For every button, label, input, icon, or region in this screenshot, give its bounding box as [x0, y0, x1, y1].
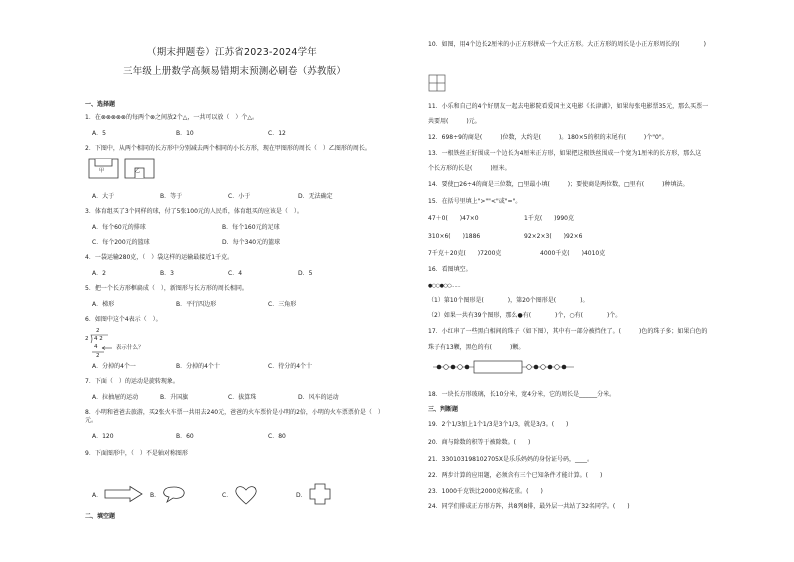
- q16-part1: （1）第10个图形是( )，第20个图形是( )。: [428, 297, 589, 304]
- q15-row2-right: 92×2×3( )92×6: [524, 233, 583, 240]
- q6-div-divisor: 2: [85, 336, 89, 342]
- q16-sequence: ●○○●○○……: [428, 283, 461, 289]
- q23-text: 23．1000千克铁比2000克棉花重。( ): [428, 488, 543, 495]
- q9-text: 9．下面图形中，（ ）不是轴对称图形: [85, 450, 188, 457]
- q2-opt-a: A．大于: [92, 193, 115, 200]
- q5-opt-b: B．平行四边形: [176, 301, 217, 308]
- q6-div-remainder: 2: [96, 353, 100, 359]
- q9-opt-c: C．: [222, 492, 233, 499]
- q3-opt-a: A．每个60元的排球: [92, 224, 146, 231]
- q19-text: 19．2个1/3加上1个1/3是3个1/3，就是3/3。( ): [428, 421, 569, 428]
- q2-opt-b: B．等于: [160, 193, 183, 200]
- q15-row1-right: 1千克( )990克: [524, 215, 574, 222]
- q17-text-b: 珠子有13颗，黑色的有( )颗。: [428, 344, 525, 351]
- q8-opt-a: A．120: [92, 433, 114, 440]
- q15-row1-left: 47＋0( )47×0: [428, 215, 479, 222]
- q11-text-b: 共要用( )元。: [428, 118, 481, 125]
- q2-text: 2．下图中，从两个相同的长方形中分别减去两个相同的小长方形，现在甲图形的周长（ ）乙图形的周长。: [85, 145, 371, 152]
- q9-opt-a: A．: [92, 492, 103, 499]
- q6-opt-a: A．分掉的4个一: [92, 363, 136, 370]
- q1-opt-a: A．5: [92, 130, 106, 137]
- q13-text-a: 13．一根铁丝正好围成一个边长为4厘米正方形，如果把这根铁丝围成一个宽为1厘米的长方形，那么这: [428, 150, 702, 157]
- q6-div-quotient: 2: [96, 328, 100, 334]
- q15-row2-left: 310×6( )1886: [428, 233, 481, 240]
- q7-text: 7．下面（ ）的运动是旋转现象。: [85, 378, 179, 385]
- q9-heart-icon: [234, 484, 258, 506]
- q6-div-sub: 4: [94, 344, 98, 350]
- q20-text: 20．商与除数的积等于被除数。( ): [428, 439, 531, 446]
- section-choice: 一、选择题: [85, 101, 116, 108]
- q4-text: 4．一袋运输280克，（ ）袋这样的运输最接近1千克。: [85, 254, 234, 261]
- doc-title-line2: 三年级上册数学高频易错期末预测必刷卷（苏教版）: [123, 66, 347, 77]
- q6-opt-c: C．待分的4个十: [268, 363, 313, 370]
- q4-opt-c: C．4: [228, 270, 243, 277]
- q12-text: 12．698÷9的商是( )位数，大约是( )。180×5的积的末尾有( )个"0"。: [428, 134, 668, 141]
- q8-opt-c: C．80: [268, 433, 286, 440]
- q3-text: 3．体育组买了3个同样的球，付了5张100元的人民币，体育组买的应该是（ ）。: [85, 208, 303, 215]
- q10-text: 10．如图，用4个边长2厘米的小正方形拼成一个大正方形。大正方形的周长是小正方形周长的( ): [428, 41, 706, 48]
- q8-opt-b: B．60: [176, 433, 194, 440]
- q8-text: 8．小明和爸爸去旅游，买2张火车票一共用去240元，爸爸的火车票价是小明的2倍，小明的火车票票价是（ ）元。: [85, 409, 384, 424]
- q22-text: 22．两步计算的应用题，必须含有三个已知条件才能计算。( ): [428, 472, 603, 479]
- q1-text: 1．在⊗⊗⊗⊗⊗的每两个⊗之间放2个△，一共可以放（ ）个△。: [85, 114, 259, 121]
- q4-opt-d: D．5: [298, 270, 313, 277]
- q15-text: 15．在括号里填上">""<"或"="。: [428, 198, 522, 205]
- q18-text: 18．一块长方形玻璃，长10分米，宽4分米，它的周长是______分米。: [428, 391, 616, 398]
- q9-opt-d: D．: [296, 492, 307, 499]
- q2-label-yi: 乙: [135, 168, 141, 174]
- q7-opt-a: A．拉抽屉的运动: [92, 394, 139, 401]
- q16-text: 16．看图填空。: [428, 266, 472, 273]
- q9-speech-bubble-icon: [162, 485, 186, 503]
- q2-opt-d: D．无法确定: [298, 193, 333, 200]
- q6-opt-b: B．分掉的4个十: [176, 363, 220, 370]
- q9-cross-shape-icon: [308, 482, 332, 506]
- q6-div-dividend: 4 2: [94, 336, 103, 342]
- q14-text: 14．要使□26÷4的商是三位数，□里最小填( )；要使商是两位数，□里有( )种填法。: [428, 181, 689, 188]
- q7-opt-d: D．风车的运动: [298, 394, 339, 401]
- q7-opt-b: B．升国旗: [160, 394, 189, 401]
- q5-text: 5．把一个长方形框扁成（ ），新图形与长方形的周长相同。: [85, 285, 248, 292]
- q7-opt-c: C．拔算珠: [228, 394, 257, 401]
- q13-text-b: 个长方形的长是( )厘米。: [428, 165, 511, 172]
- q24-text: 24．同学们排成正方形方阵，共8列8排，最外层一共站了32名同学。( ): [428, 503, 630, 510]
- q6-arrow-icon: [100, 346, 114, 350]
- q2-opt-c: C．小于: [228, 193, 251, 200]
- q1-opt-b: B．10: [176, 130, 194, 137]
- q4-opt-b: B．3: [160, 270, 174, 277]
- q5-opt-c: C．三角形: [268, 301, 297, 308]
- q16-part2: （2）如果一共有39个图形，那么●有( )个，○有( )个。: [428, 312, 622, 319]
- q10-grid-figure: [428, 74, 448, 94]
- q9-opt-b: B．: [150, 492, 161, 499]
- q4-opt-a: A．2: [92, 270, 106, 277]
- doc-title-line1: （期末押题卷）江苏省2023-2024学年: [147, 47, 317, 58]
- q3-opt-d: D．每个340元的篮球: [222, 239, 281, 246]
- q15-row3-left: 7千克＋20克( )7200克: [428, 250, 502, 257]
- q6-hint: 表示什么？: [116, 345, 144, 351]
- q21-text: 21．330103198102705X是乐乐妈妈的身份证号码，____。: [428, 456, 594, 463]
- q17-bead-string-figure: [432, 360, 576, 374]
- q1-opt-c: C．12: [268, 130, 286, 137]
- q3-opt-c: C．每个200元的篮球: [92, 239, 150, 246]
- q2-label-jia: 甲: [99, 168, 105, 174]
- section-fill: 二、填空题: [85, 513, 116, 520]
- q17-text-a: 17．小红串了一些黑白相间的珠子（如下图），其中有一部分被挡住了。( )色的珠子多；如果白色的: [428, 328, 708, 335]
- q5-opt-a: A．梯形: [92, 301, 115, 308]
- q11-text-a: 11．小乐和自己的4个好朋友一起去电影院看爱国主义电影《长津湖》，如果每张电影票35元，那么买票一: [428, 103, 709, 110]
- q9-arrow-shape-icon: [104, 486, 144, 502]
- q15-row3-right: 4000千克( )4010克: [540, 250, 606, 257]
- q6-text: 6．如图中这个4表示（ ）。: [85, 316, 162, 323]
- section-judge: 三、判断题: [428, 406, 459, 413]
- q3-opt-b: B．每个160元的足球: [222, 224, 280, 231]
